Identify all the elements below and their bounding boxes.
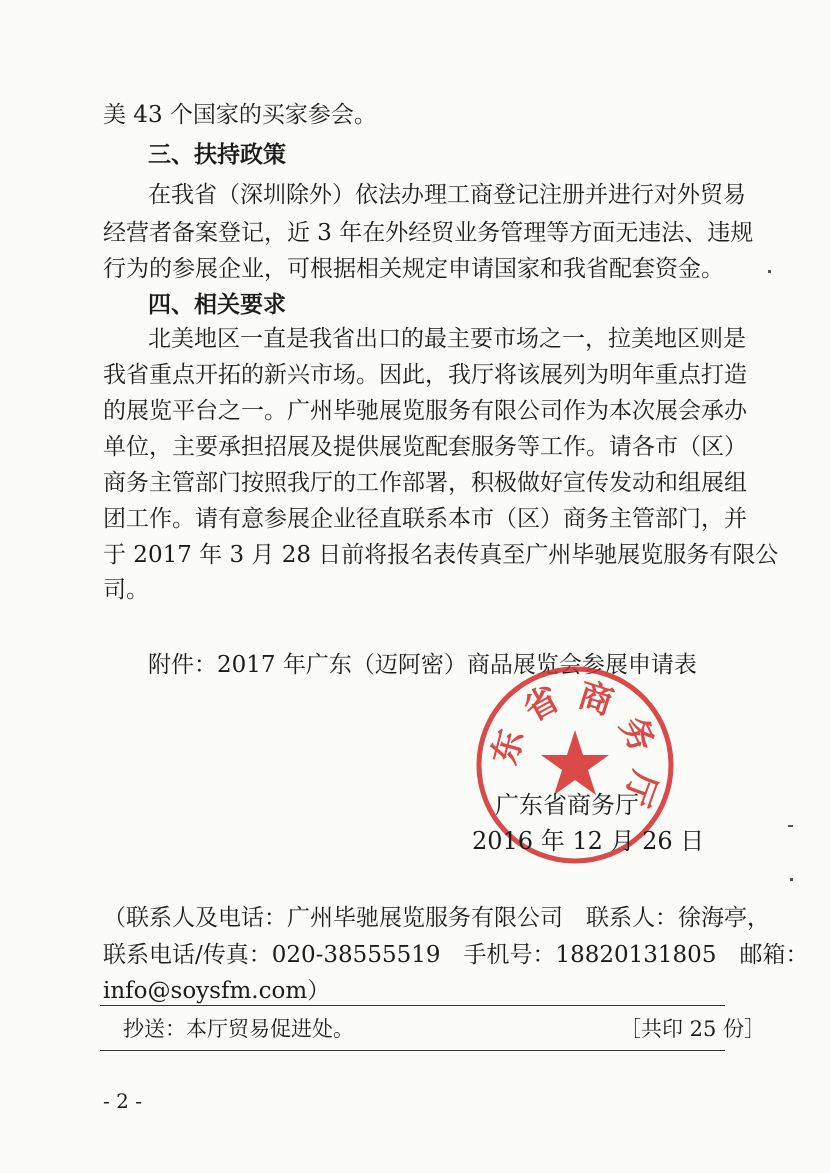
body-line: 在我省（深圳除外）依法办理工商登记注册并进行对外贸易	[148, 182, 746, 208]
body-line: 美 43 个国家的买家参会。	[103, 102, 377, 128]
signature-org: 广东省商务厅	[495, 791, 639, 819]
body-line: 行为的参展企业，可根据相关规定申请国家和我省配套资金。	[103, 256, 724, 282]
body-line: 团工作。请有意参展企业径直联系本市（区）商务主管部门，并	[103, 506, 747, 532]
section-heading-policy: 三、扶持政策	[148, 142, 286, 168]
page-number: - 2 -	[103, 1089, 142, 1113]
seal-star-icon	[541, 730, 609, 795]
signature-date: 2016 年 12 月 26 日	[472, 827, 705, 855]
seal-char: 省	[517, 678, 567, 731]
seal-char: 厅	[615, 765, 665, 812]
cc-line: 抄送：本厅贸易促进处。	[123, 1017, 354, 1041]
scan-speck	[788, 825, 793, 827]
contact-line: 联系电话/传真：020-38555519 手机号：18820131805 邮箱：	[103, 942, 809, 968]
body-line: 的展览平台之一。广州毕驰展览服务有限公司作为本次展会承办	[103, 398, 747, 424]
body-line: 单位，主要承担招展及提供展览配套服务等工作。请各市（区）	[103, 434, 747, 460]
copies-count: ［共印 25 份］	[620, 1017, 766, 1041]
contact-line: （联系人及电话：广州毕驰展览服务有限公司 联系人：徐海亭，	[103, 905, 770, 931]
body-line: 于 2017 年 3 月 28 日前将报名表传真至广州毕驰展览服务有限公	[103, 542, 779, 568]
footer-rule-bottom	[100, 1050, 725, 1051]
footer-rule-top	[100, 1005, 725, 1006]
seal-char: 务	[611, 710, 663, 759]
seal-char: 东	[484, 725, 533, 769]
body-line: 北美地区一直是我省出口的最主要市场之一，拉美地区则是	[148, 326, 746, 352]
body-line: 我省重点开拓的新兴市场。因此，我厅将该展列为明年重点打造	[103, 362, 747, 388]
seal-char: 商	[573, 674, 618, 724]
scan-speck	[768, 270, 771, 273]
scan-speck	[790, 878, 793, 881]
attachment-line: 附件：2017 年广东（迈阿密）商品展览会参展申请表	[148, 652, 697, 678]
body-line: 商务主管部门按照我厅的工作部署，积极做好宣传发动和组展组	[103, 470, 747, 496]
body-line: 经营者备案登记，近 3 年在外经贸业务管理等方面无违法、违规	[103, 220, 754, 246]
contact-line: info@soysfm.com）	[103, 978, 331, 1004]
section-heading-requirements: 四、相关要求	[148, 292, 286, 318]
body-line: 司。	[103, 577, 149, 603]
